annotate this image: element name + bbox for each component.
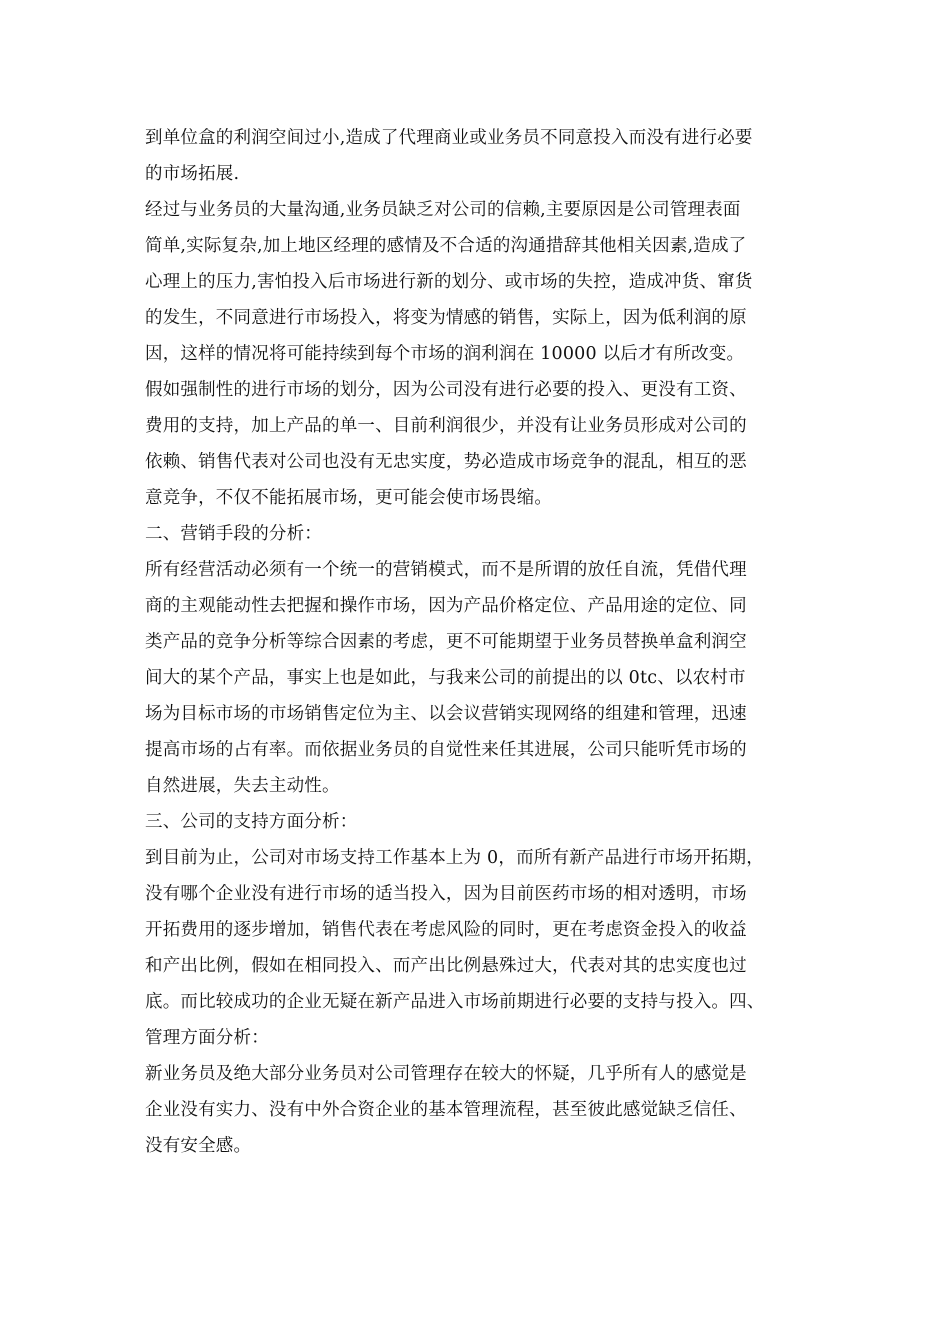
section-heading: 二、营销手段的分析： <box>145 524 322 544</box>
text-line: 假如强制性的进行市场的划分，因为公司没有进行必要的投入、更没有工资、 <box>145 380 747 400</box>
text-line: 简单,实际复杂,加上地区经理的感情及不合适的沟通措辞其他相关因素,造成了 <box>145 236 747 256</box>
section-heading: 三、公司的支持方面分析： <box>145 812 358 832</box>
text-line: 到目前为止，公司对市场支持工作基本上为 0，而所有新产品进行市场开拓期， <box>145 848 764 868</box>
text-line: 提高市场的占有率。而依据业务员的自觉性来任其进展，公司只能听凭市场的 <box>145 740 747 760</box>
text-line: 类产品的竞争分析等综合因素的考虑，更不可能期望于业务员替换单盒利润空 <box>145 632 747 652</box>
text-line: 开拓费用的逐步增加，销售代表在考虑风险的同时，更在考虑资金投入的收益 <box>145 920 747 940</box>
text-line: 自然进展，失去主动性。 <box>145 776 340 796</box>
text-line: 心理上的压力,害怕投入后市场进行新的划分、或市场的失控，造成冲货、窜货 <box>145 272 753 292</box>
text-line: 费用的支持，加上产品的单一、目前利润很少，并没有让业务员形成对公司的 <box>145 416 747 436</box>
text-line: 意竞争，不仅不能拓展市场，更可能会使市场畏缩。 <box>145 488 553 508</box>
text-line: 的发生，不同意进行市场投入，将变为情感的销售，实际上，因为低利润的原 <box>145 308 747 328</box>
text-line: 没有安全感。 <box>145 1136 252 1156</box>
text-line: 所有经营活动必须有一个统一的营销模式，而不是所谓的放任自流，凭借代理 <box>145 560 747 580</box>
text-line: 间大的某个产品，事实上也是如此，与我来公司的前提出的以 0tc、以农村市 <box>145 668 746 688</box>
text-line: 因，这样的情况将可能持续到每个市场的润利润在 10000 以后才有所改变。 <box>145 344 745 364</box>
text-line: 没有哪个企业没有进行市场的适当投入，因为目前医药市场的相对透明，市场 <box>145 884 747 904</box>
text-line: 的市场拓展. <box>145 164 240 184</box>
text-line: 企业没有实力、没有中外合资企业的基本管理流程，甚至彼此感觉缺乏信任、 <box>145 1100 747 1120</box>
document-body <box>145 120 815 1164</box>
text-line: 商的主观能动性去把握和操作市场，因为产品价格定位、产品用途的定位、同 <box>145 596 747 616</box>
section-heading: 管理方面分析： <box>145 1028 269 1048</box>
text-line: 到单位盒的利润空间过小,造成了代理商业或业务员不同意投入而没有进行必要 <box>145 128 753 148</box>
text-line: 底。而比较成功的企业无疑在新产品进入市场前期进行必要的支持与投入。四、 <box>145 992 765 1012</box>
text-line: 和产出比例，假如在相同投入、而产出比例悬殊过大，代表对其的忠实度也过 <box>145 956 747 976</box>
text-line: 场为目标市场的市场销售定位为主、以会议营销实现网络的组建和管理，迅速 <box>145 704 747 724</box>
text-line: 新业务员及绝大部分业务员对公司管理存在较大的怀疑，几乎所有人的感觉是 <box>145 1064 747 1084</box>
text-line: 依赖、销售代表对公司也没有无忠实度，势必造成市场竞争的混乱，相互的恶 <box>145 452 747 472</box>
text-line: 经过与业务员的大量沟通,业务员缺乏对公司的信赖,主要原因是公司管理表面 <box>145 200 741 220</box>
